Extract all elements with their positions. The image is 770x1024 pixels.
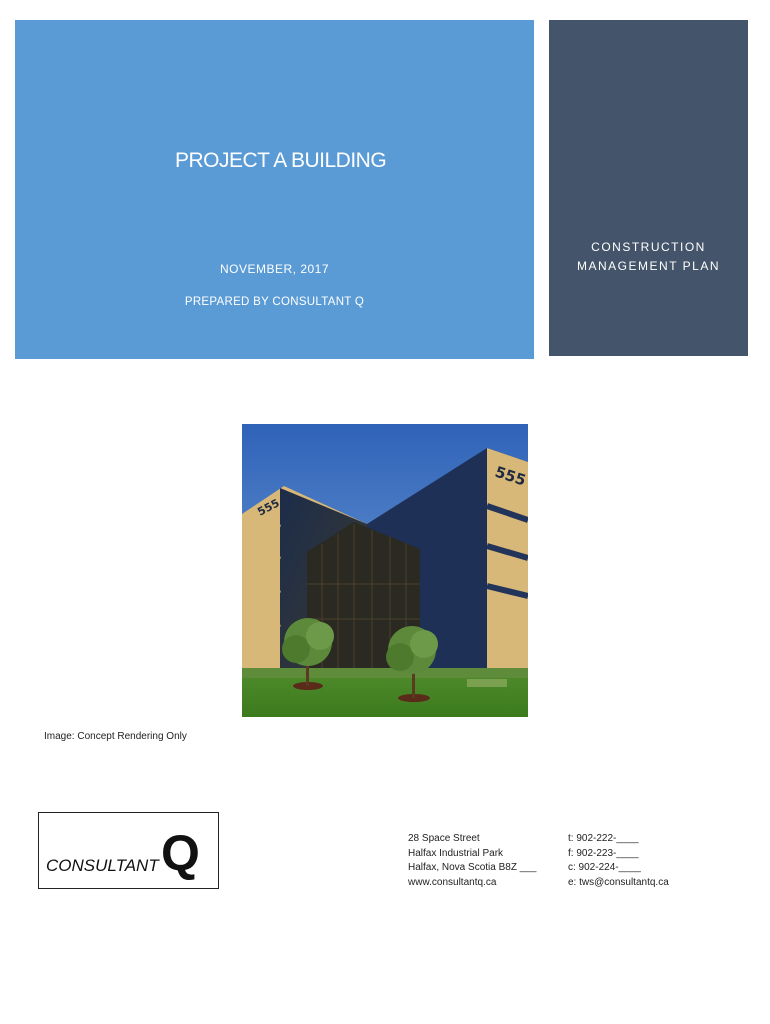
document-type-label	[549, 238, 748, 276]
phone-telephone: t: 902-222-____	[568, 833, 639, 844]
address-city: Halfax, Nova Scotia B8Z ___	[408, 862, 537, 873]
logo-word: CONSULTANT	[46, 856, 159, 875]
building-photo	[242, 424, 528, 717]
document-type-line-1: CONSTRUCTION	[591, 240, 706, 254]
cover-hero-panel	[15, 20, 534, 359]
document-date: NOVEMBER, 2017	[219, 262, 330, 276]
website-link[interactable]: www.consultantq.ca	[408, 876, 497, 888]
image-caption: Image: Concept Rendering Only	[44, 731, 187, 742]
phone-fax: f: 902-223-____	[568, 847, 639, 859]
phone-cell: c: 902-224-____	[568, 862, 641, 873]
address-street: 28 Space Street	[408, 833, 480, 844]
logo-letter: Q	[161, 825, 200, 881]
email-link[interactable]: e: tws@consultantq.ca	[568, 876, 669, 888]
prepared-by: PREPARED BY CONSULTANT Q	[184, 296, 365, 308]
document-title: PROJECT A BUILDING	[175, 149, 387, 172]
contact-numbers-block	[568, 832, 669, 890]
address-block	[408, 832, 536, 890]
address-park: Halfax Industrial Park	[408, 847, 504, 859]
document-type-line-2: MANAGEMENT PLAN	[577, 259, 720, 273]
document-type-panel	[549, 20, 748, 356]
svg-text:555: 555	[492, 462, 528, 490]
consultant-logo	[38, 812, 219, 889]
svg-text:555: 555	[255, 496, 282, 519]
